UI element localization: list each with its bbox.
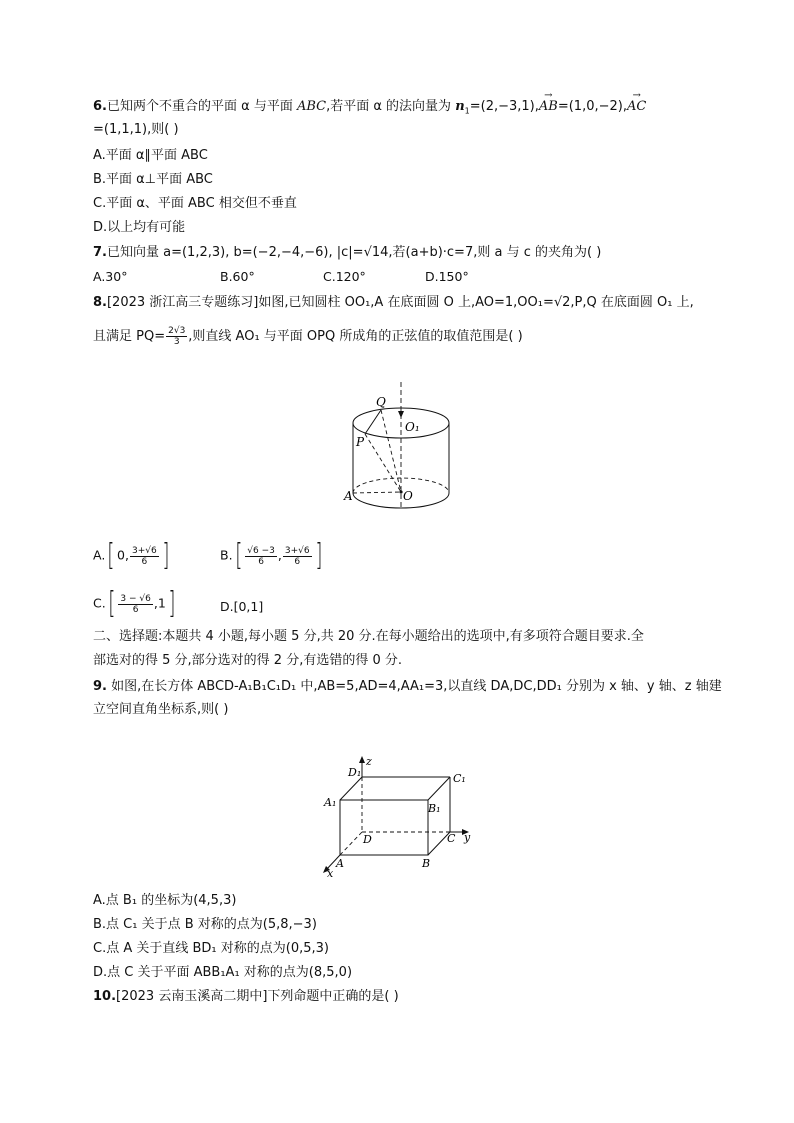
q6-text-b: ,若平面 α 的法向量为 (326, 99, 456, 114)
label-b: B (422, 857, 431, 870)
q9-line2: 立空间直角坐标系,则( ) (93, 702, 229, 717)
q7-line (93, 244, 601, 262)
label-a: A (344, 489, 353, 503)
q6-text-c: =(2,−3,1), (469, 99, 539, 114)
q6-line1 (93, 98, 646, 121)
q7-text: 已知向量 a=(1,2,3), b=(−2,−4,−6), |c|=√14,若(a+b)·c=7,则 a 与 c 的夹角为( ) (106, 245, 602, 260)
cylinder-figure (330, 378, 470, 513)
label-c1: C₁ (453, 772, 466, 785)
q8-number: 8. (93, 295, 107, 310)
label-o: O (403, 489, 413, 503)
q10-text: [2023 云南玉溪高二期中]下列命题中正确的是( ) (116, 989, 399, 1004)
q8-text2b: ,则直线 AO₁ 与平面 OPQ 所成角的正弦值的取值范围是( ) (188, 329, 523, 344)
q7-number: 7. (93, 245, 107, 260)
q8-option-d: D.[0,1] (220, 599, 264, 614)
q6-vector-ab: → AB (539, 98, 558, 116)
q9-option-d: D.点 C 关于平面 ABB₁A₁ 对称的点为(8,5,0) (93, 965, 353, 980)
label-o1: O₁ (405, 420, 420, 434)
q8-line2 (93, 326, 523, 347)
q6-normal-sub: 1 (464, 106, 470, 116)
q9-line1 (93, 678, 722, 696)
q8-option-c: C.[ $\frac{3 - √6}{6}$ ,1] (93, 586, 176, 621)
q7-option-d: D.150° (425, 269, 469, 284)
q7-option-c: C.120° (323, 269, 366, 284)
label-x: x (327, 867, 334, 880)
q7-option-a: A.30° (93, 269, 128, 284)
q6-text-d: =(1,0,−2), (557, 99, 627, 114)
label-a: A (336, 857, 344, 870)
label-d: D (363, 833, 372, 846)
q6-normal-vector: n (455, 99, 465, 114)
q9-number: 9. (93, 679, 107, 694)
label-a1: A₁ (324, 796, 337, 809)
q9-option-b: B.点 C₁ 关于点 B 对称的点为(5,8,−3) (93, 917, 317, 932)
label-b1: B₁ (428, 802, 441, 815)
q6-option-c: C.平面 α、平面 ABC 相交但不垂直 (93, 196, 297, 211)
q9-text1: 如图,在长方体 ABCD-A₁B₁C₁D₁ 中,AB=5,AD=4,AA₁=3,以直线 DA,DC,DD₁ 分别为 x 轴、y 轴、z 轴建 (106, 679, 722, 694)
q6-option-d: D.以上均有可能 (93, 220, 186, 235)
q9-option-a: A.点 B₁ 的坐标为(4,5,3) (93, 893, 237, 908)
q6-line2: =(1,1,1),则( ) (93, 122, 179, 137)
label-d1: D₁ (348, 766, 362, 779)
q8-text1: [2023 浙江高三专题练习]如图,已知圆柱 OO₁,A 在底面圆 O 上,AO=1,OO₁=√2,P,Q 在底面圆 O₁ 上, (106, 295, 694, 310)
q10-line (93, 988, 399, 1006)
q8-text2a: 且满足 PQ= (93, 329, 166, 344)
q6-vector-ac: → AC (627, 98, 646, 116)
q6-option-a: A.平面 α∥平面 ABC (93, 148, 208, 163)
q6-number: 6. (93, 99, 107, 114)
q10-number: 10. (93, 989, 117, 1004)
label-p: P (356, 435, 365, 449)
cuboid-figure (318, 755, 478, 880)
q8-option-b: B.[ $\frac{√6 -3}{6}$ , $\frac{3+√6}{6}$ ] (220, 538, 322, 573)
label-z: z (366, 755, 372, 768)
label-c: C (447, 832, 456, 845)
q6-text-a: 已知两个不重合的平面 α 与平面 (106, 99, 297, 114)
q8-pq-fraction: $\frac{2√3}{3}$ (168, 326, 186, 347)
q8-option-a: A.[ 0, $\frac{3+√6}{6}$ ] (93, 538, 170, 573)
label-y: y (464, 831, 471, 844)
q6-plane-abc: ABC (296, 99, 327, 114)
section2-line1: 二、选择题:本题共 4 小题,每小题 5 分,共 20 分.在每小题给出的选项中,有多项符合题目要求.全 (93, 629, 644, 644)
q9-option-c: C.点 A 关于直线 BD₁ 对称的点为(0,5,3) (93, 941, 329, 956)
section2-line2: 部选对的得 5 分,部分选对的得 2 分,有选错的得 0 分. (93, 653, 403, 668)
q8-line1 (93, 294, 694, 312)
q6-option-b: B.平面 α⊥平面 ABC (93, 172, 213, 187)
label-q: Q (376, 395, 386, 409)
q7-option-b: B.60° (220, 269, 255, 284)
